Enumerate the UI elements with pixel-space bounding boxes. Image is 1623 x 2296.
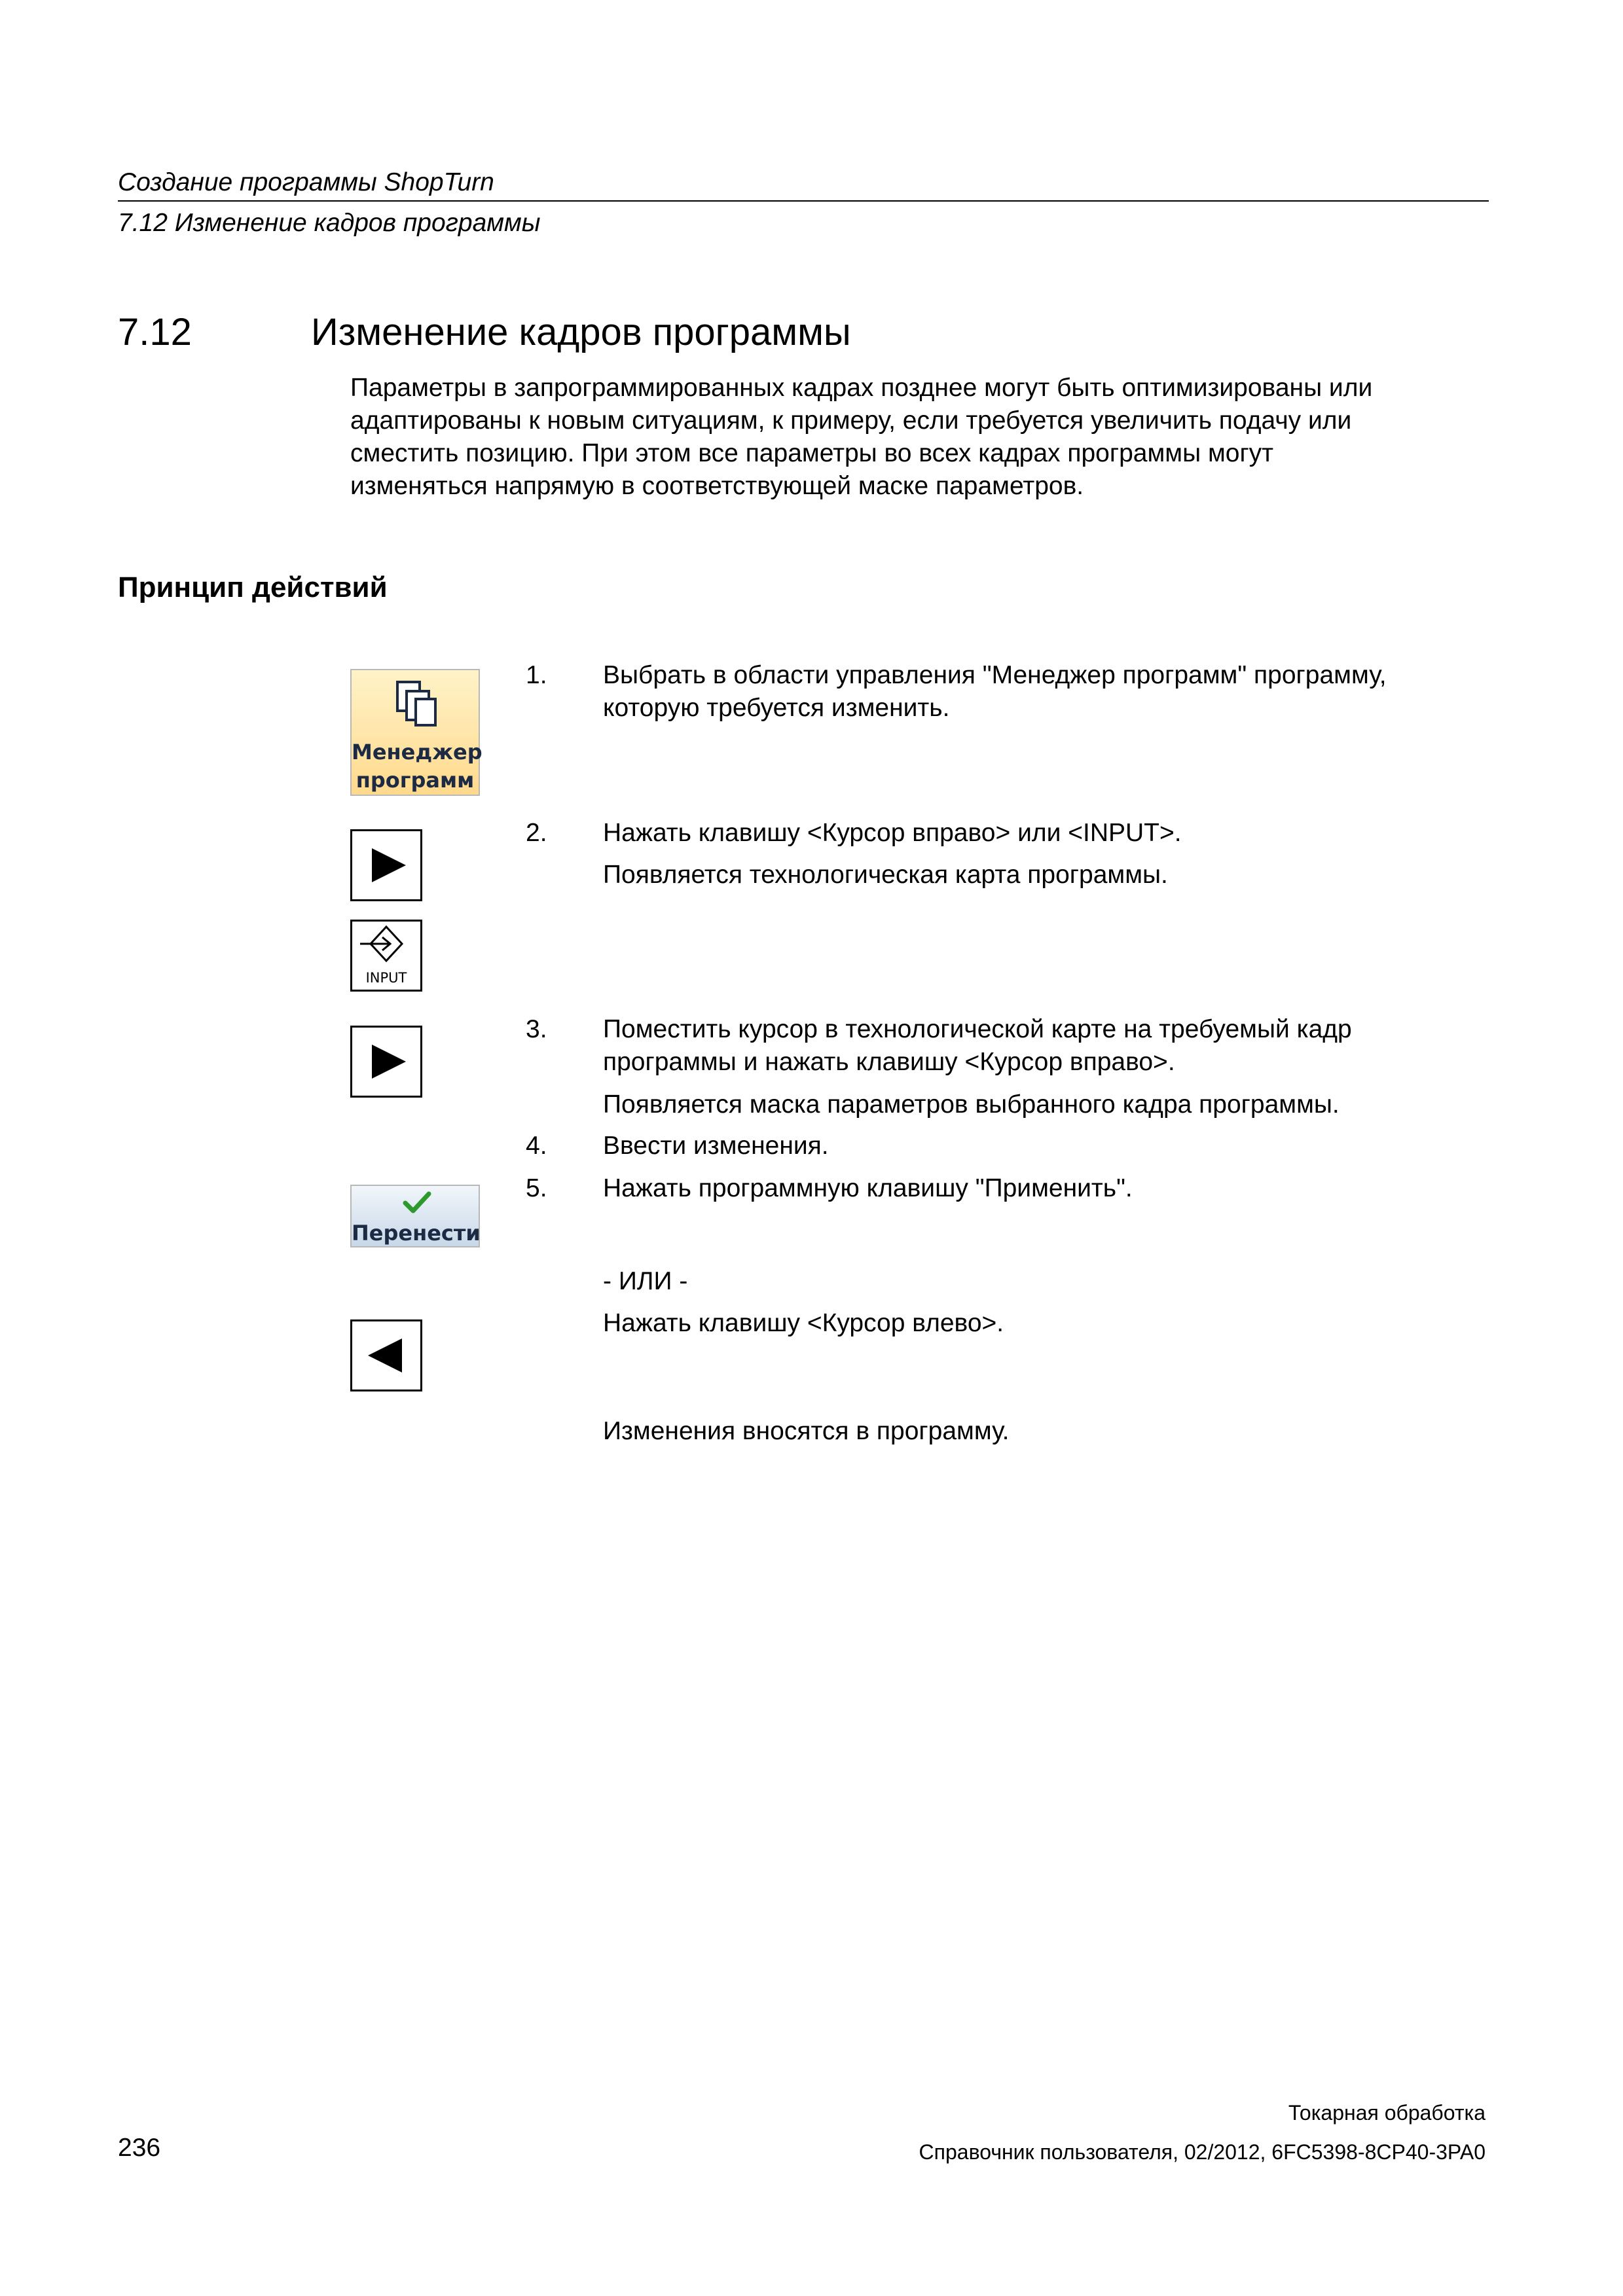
alternative-step: Нажать клавишу <Курсор влево>. <box>603 1309 1004 1337</box>
header-rule <box>118 200 1489 202</box>
softkey-label: Перенести <box>352 1221 481 1246</box>
running-header-section: 7.12 Изменение кадров программы <box>118 209 541 237</box>
intro-line: адаптированы к новым ситуациям, к примеру, если требуется увеличить подачу или <box>350 406 1352 435</box>
step-text: Нажать программную клавишу "Применить". <box>603 1174 1133 1202</box>
step-line: Поместить курсор в технологической карте на требуемый кадр <box>603 1015 1352 1043</box>
apply-softkey <box>350 1185 480 1247</box>
cursor-right-key <box>350 829 422 901</box>
step-line: которую требуется изменить. <box>603 694 950 722</box>
cursor-right-key <box>350 1026 422 1098</box>
intro-paragraph <box>350 372 1489 503</box>
procedure-heading: Принцип действий <box>118 571 388 603</box>
section-title: Изменение кадров программы <box>311 311 851 353</box>
step-number: 5. <box>526 1174 547 1202</box>
softkey-label-line: Менеджер <box>352 740 483 764</box>
input-key <box>350 920 422 992</box>
running-header-chapter: Создание программы ShopTurn <box>118 168 494 196</box>
footer-book-title: Токарная обработка <box>1288 2101 1486 2125</box>
step-text: Нажать клавишу <Курсор вправо> или <INPUT>. <box>603 819 1182 847</box>
step-number: 1. <box>526 661 547 689</box>
intro-line: Параметры в запрограммированных кадрах позднее могут быть оптимизированы или <box>350 374 1373 402</box>
step-number: 2. <box>526 819 547 847</box>
cursor-left-key <box>350 1319 422 1391</box>
documents-icon <box>392 678 441 730</box>
step-result: Появляется маска параметров выбранного кадра программы. <box>603 1090 1340 1119</box>
step-number: 4. <box>526 1132 547 1160</box>
step-text <box>603 1013 1493 1079</box>
arrow-right-icon <box>352 831 420 899</box>
softkey-label-line: программ <box>356 768 475 793</box>
arrow-left-icon <box>352 1321 420 1390</box>
step-number: 3. <box>526 1015 547 1043</box>
arrow-right-icon <box>352 1028 420 1096</box>
step-text <box>603 659 1493 725</box>
intro-line: изменяться напрямую в соответствующей маске параметров. <box>350 472 1084 500</box>
step-line: программы и нажать клавишу <Курсор вправо>. <box>603 1048 1175 1076</box>
step-result: Появляется технологическая карта программы. <box>603 861 1168 889</box>
or-separator: - ИЛИ - <box>603 1267 688 1295</box>
step-line: Выбрать в области управления "Менеджер программ" программу, <box>603 661 1387 689</box>
conclusion-text: Изменения вносятся в программу. <box>603 1417 1010 1445</box>
page-number: 236 <box>118 2134 161 2162</box>
section-number: 7.12 <box>118 311 192 353</box>
softkey-label <box>352 738 483 795</box>
footer-book-info: Справочник пользователя, 02/2012, 6FC5398-8CP40-3PA0 <box>919 2140 1486 2164</box>
step-text: Ввести изменения. <box>603 1132 829 1160</box>
intro-line: сместить позицию. При этом все параметры во всех кадрах программы могут <box>350 439 1274 467</box>
program-manager-softkey <box>350 669 483 796</box>
checkmark-icon <box>403 1190 431 1216</box>
input-key-label: INPUT <box>365 970 407 986</box>
